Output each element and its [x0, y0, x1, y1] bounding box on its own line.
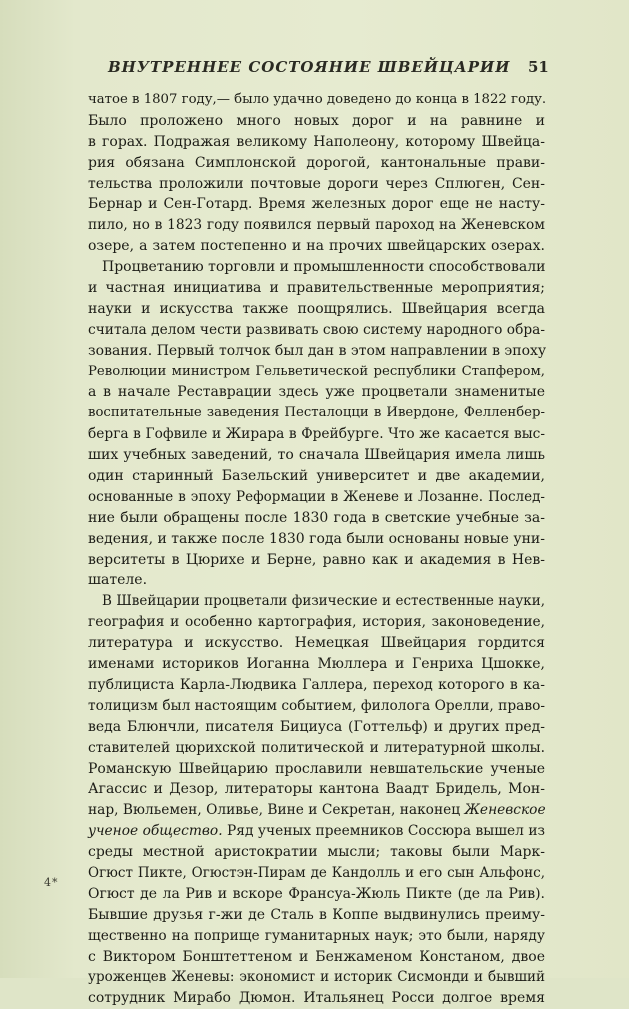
line-text: один старинный Базельский университет и две академии, — [88, 468, 545, 485]
line-text: и частная инициатива и правительственные мероприятия; — [88, 280, 545, 297]
text-line — [88, 320, 545, 341]
line-text: география и особенно картография, история, законоведение, — [88, 614, 545, 631]
line-text: а в начале Реставрации здесь уже процветали знаменитые — [88, 384, 545, 401]
text-line — [88, 947, 545, 968]
text-line — [88, 257, 545, 278]
text-line — [88, 988, 545, 1009]
line-text: литература и искусство. Немецкая Швейцария гордится — [88, 635, 545, 652]
text-line — [88, 842, 545, 863]
line-text: веда Блюнчли, писателя Бициуса (Готтельф) и других пред- — [88, 718, 545, 735]
line-text: берга в Гофвиле и Жирара в Фрейбурге. Что же касается выс- — [88, 426, 545, 443]
line-text: толицизм был настоящим событием, филолога Орелли, право- — [88, 697, 546, 714]
text-line — [88, 612, 545, 633]
line-text: Было проложено много новых дорог и на равнине и — [88, 112, 545, 129]
text-line — [88, 591, 545, 612]
line-text: Ряд ученых преемников Соссюра вышел из — [222, 823, 545, 840]
text-line — [88, 236, 545, 257]
line-text: верситеты в Цюрихе и Берне, равно как и академия в Нев- — [88, 551, 545, 568]
running-header: ВНУТРЕННЕЕ СОСТОЯНИЕ ШВЕЙЦАРИИ — [108, 58, 511, 76]
text-line — [88, 905, 545, 926]
text-line — [88, 132, 545, 153]
text-line — [88, 215, 545, 236]
line-text: с Виктором Бонштеттеном и Бенжаменом Констаном, двое — [88, 948, 545, 965]
line-text: рия обязана Симплонской дорогой, кантональные прави- — [88, 154, 545, 171]
text-line — [88, 759, 545, 780]
text-line — [88, 362, 545, 383]
line-text: озере, а затем постепенно и на прочих швейцарских озерах. — [88, 238, 545, 255]
signature-mark: 4* — [44, 876, 59, 889]
text-line — [88, 299, 545, 320]
line-text: науки и искусства также поощрялись. Швейцария всегда — [88, 300, 545, 317]
text-line — [88, 403, 545, 424]
text-line — [88, 926, 545, 947]
text-line — [88, 696, 545, 717]
line-text: щественно на поприще гуманитарных наук; это были, наряду — [88, 927, 545, 944]
line-text: шателе. — [88, 572, 148, 589]
line-text: Огюст Пикте, Огюстэн-Пирам де Кандолль и его сын Альфонс, — [88, 864, 545, 881]
line-text: зования. Первый толчок был дан в этом направлении в эпоху — [88, 342, 547, 359]
line-text: пило, но в 1823 году появился первый пароход на Женевском — [88, 217, 545, 234]
line-text: именами историков Иоганна Мюллера и Генриха Цшокке, — [88, 656, 545, 673]
text-line — [88, 884, 545, 905]
text-line — [88, 382, 545, 403]
text-line — [88, 738, 545, 759]
text-line — [88, 654, 545, 675]
page-body-text — [88, 90, 545, 1009]
page-number: 51 — [528, 58, 549, 76]
line-text: воспитательные заведения Песталоцци в Ивердоне, Фелленбер- — [88, 405, 545, 421]
line-text: уроженцев Женевы: экономист и историк Сисмонди и бывший — [88, 969, 545, 986]
text-line — [88, 529, 545, 550]
line-text: Огюст де ла Рив и вскоре Франсуа-Жюль Пикте (де ла Рив). — [88, 885, 545, 902]
text-line — [88, 278, 545, 299]
text-line — [88, 174, 545, 195]
text-line — [88, 675, 545, 696]
line-text: Романскую Швейцарию прославили невшательские ученые — [88, 760, 545, 777]
text-line — [88, 633, 545, 654]
line-text: сотрудник Мирабо Дюмон. Итальянец Росси долгое время — [88, 990, 545, 1007]
line-text: В Швейцарии процветали физические и естественные науки, — [102, 593, 545, 610]
line-text: считала делом чести развивать свою систему народного обра- — [88, 321, 545, 338]
text-line — [88, 445, 545, 466]
text-line — [88, 487, 545, 508]
line-text: нар, Вюльемен, Оливье, Вине и Секретан, наконец — [88, 802, 461, 819]
line-text: Бывшие друзья г-жи де Сталь в Коппе выдвинулись преиму- — [88, 906, 545, 923]
text-line — [88, 779, 545, 800]
italic-phrase: ученое общество. — [88, 823, 223, 840]
text-line — [88, 424, 545, 445]
text-line — [88, 570, 545, 591]
text-line — [88, 466, 545, 487]
text-line — [88, 821, 545, 842]
line-text: тельства проложили почтовые дороги через Сплюген, Сен- — [88, 175, 545, 192]
line-text: Революции министром Гельветической республики Стапфером, — [88, 363, 545, 379]
line-text: ставителей цюрихской политической и литературной школы. — [88, 739, 545, 756]
line-text: основанные в эпоху Реформации в Женеве и Лозанне. Послед- — [88, 488, 545, 505]
line-text: ние были обращены после 1830 года в светские учебные за- — [88, 509, 545, 526]
text-line — [88, 341, 545, 362]
text-line — [88, 717, 545, 738]
line-text: в горах. Подражая великому Наполеону, которому Швейца- — [88, 133, 545, 150]
text-line — [88, 153, 545, 174]
line-text: Процветанию торговли и промышленности способствовали — [102, 259, 546, 276]
line-text: ведения, и также после 1830 года были основаны новые уни- — [88, 530, 545, 547]
text-line — [88, 111, 545, 132]
line-text: Агассис и Дезор, литераторы кантона Ваадт Бридель, Мон- — [88, 781, 545, 798]
text-line — [88, 194, 545, 215]
italic-phrase: Женевское — [464, 802, 546, 819]
text-line — [88, 863, 545, 884]
line-text: ших учебных заведений, то сначала Швейцария имела лишь — [88, 447, 545, 464]
line-text: среды местной аристократии мысли; таковы были Марк- — [88, 844, 545, 861]
text-line — [88, 550, 545, 571]
line-text: Бернар и Сен-Готард. Время железных дорог еще не насту- — [88, 196, 545, 213]
line-text: чатое в 1807 году,— было удачно доведено до конца в 1822 году. — [88, 92, 547, 107]
text-line — [88, 508, 545, 529]
line-text: публициста Карла-Людвика Галлера, переход которого в ка- — [88, 676, 545, 693]
text-line — [88, 90, 545, 111]
text-line — [88, 800, 545, 821]
